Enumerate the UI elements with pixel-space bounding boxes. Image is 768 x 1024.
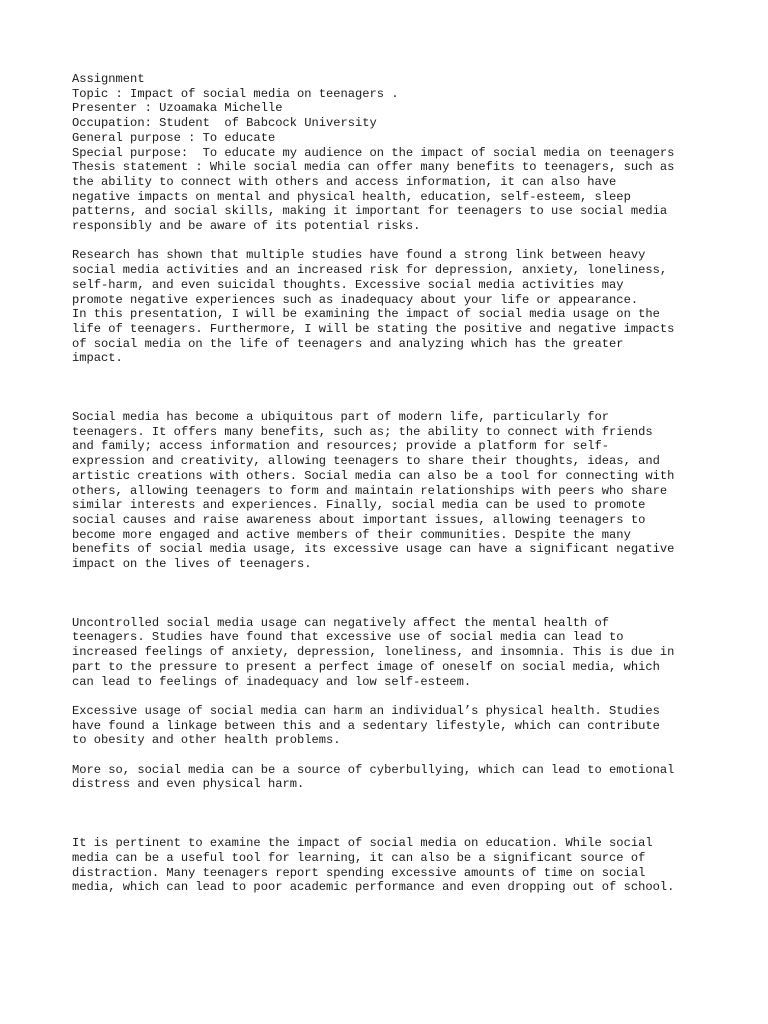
general-purpose-line: General purpose : To educate [72,130,276,145]
cyberbullying-paragraph: More so, social media can be a source of cyberbullying, which can lead to emotional distress and even physical harm. [72,762,675,792]
education-paragraph: It is pertinent to examine the impact of social media on education. While social media can be a useful tool for learning, it can also be a significant source of distraction. Many teenagers report spending excessive amounts of time on social media, which can lead to poor academic performance and even dropping out of school. [72,836,675,895]
assignment-heading: Assignment [72,72,145,86]
thesis-statement: Thesis statement : While social media can offer many benefits to teenagers, such as the ability to connect with others and access information, it can also have negative impacts on mental and physical health, education, self-esteem, sleep patterns, and social skills, making it important for teenagers to use social media responsibly and be aware of its potential risks. [72,160,675,234]
presenter-line: Presenter : Uzoamaka Michelle [72,101,283,116]
spacer [72,572,712,616]
spacer [72,792,712,836]
spacer [72,366,712,410]
mental-health-paragraph: Uncontrolled social media usage can negatively affect the mental health of teenagers. Studies have found that excessive use of social media can lead to increased feelings of anxiety, depression, loneliness, and insomnia. This is due in part to the pressure to present a perfect image of oneself on social media, which can lead to feelings of inadequacy and low self-esteem. [72,615,675,689]
benefits-paragraph: Social media has become a ubiquitous part of modern life, particularly for teenagers. It offers many benefits, such as; the ability to connect with friends and family; access information and resources; provide a platform for self- expression and creativity, allowing teenagers to share their thoughts, ideas, and artistic creations with others. Social media can also be a tool for connecting with others, allowing teenagers to form and maintain relationships with peers who share similar interests and experiences. Finally, social media can be used to promote social causes and raise awareness about important issues, allowing teenagers to become more engaged and active members of their communities. Despite the many benefits of social media usage, its excessive usage can have a significant negative impact on the lives of teenagers. [72,410,675,572]
research-paragraph: Research has shown that multiple studies have found a strong link between heavy social media activities and an increased risk for depression, anxiety, loneliness, self-harm, and even suicidal thoughts. Excessive social media activities may promote negative experiences such as inadequacy about your life or appearance. In this presentation, I will be examining the impact of social media usage on the life of teenagers. Furthermore, I will be stating the positive and negative impacts of social media on the life of teenagers and analyzing which has the greater impact. [72,248,675,366]
document-body [72,72,712,895]
occupation-line: Occupation: Student of Babcock University [72,116,377,131]
spacer [72,748,712,763]
special-purpose-line: Special purpose: To educate my audience on the impact of social media on teenagers [72,145,675,160]
physical-health-paragraph: Excessive usage of social media can harm an individual’s physical health. Studies have found a linkage between this and a sedentary lifestyle, which can contribute to obesity and other health problems. [72,703,660,748]
topic-line: Topic : Impact of social media on teenagers . [72,86,399,101]
spacer [72,689,712,704]
spacer [72,234,712,249]
